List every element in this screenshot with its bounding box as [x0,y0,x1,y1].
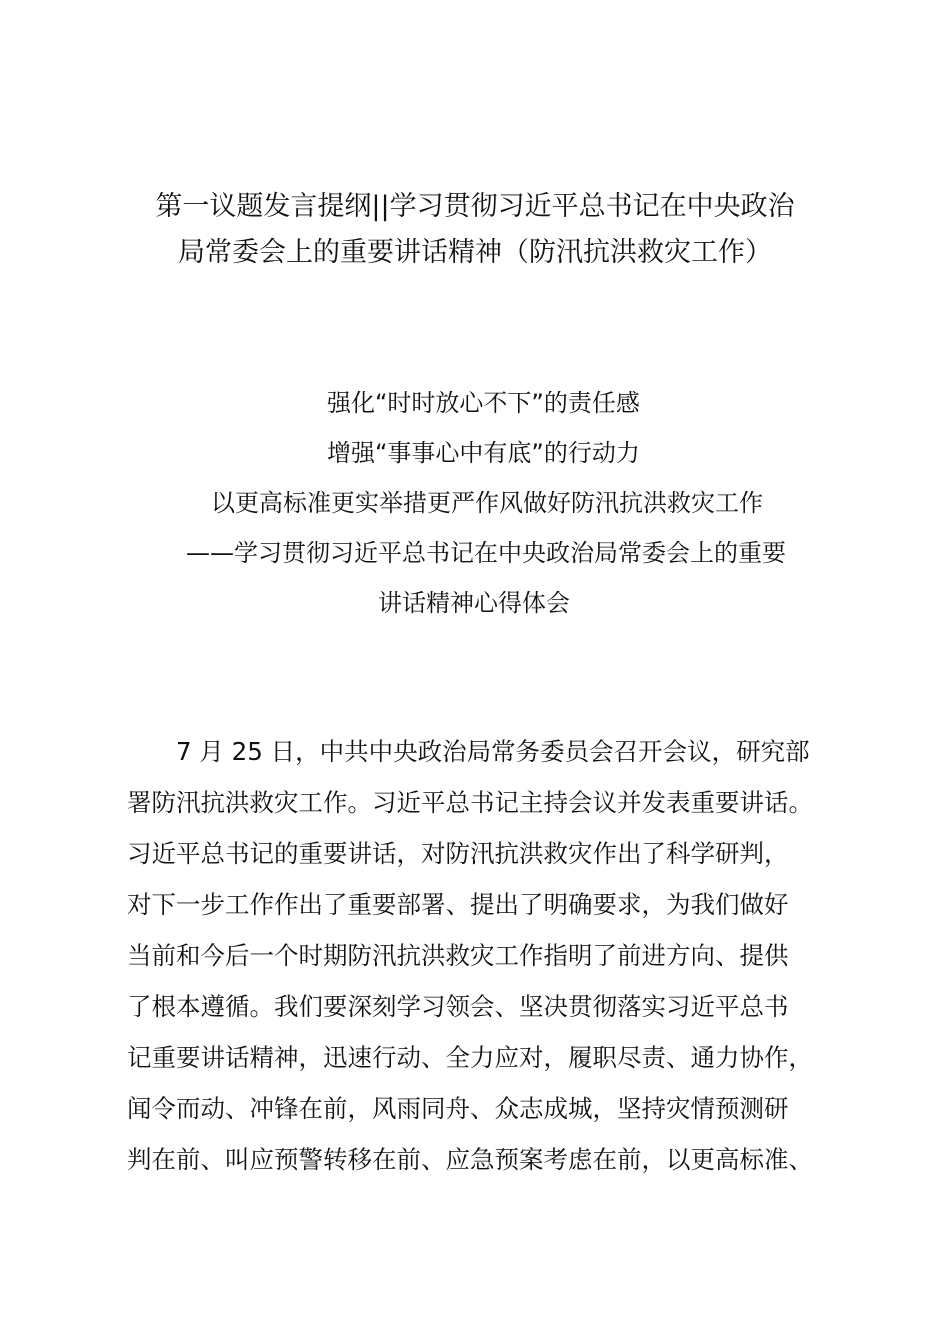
body-line: 对下一步工作作出了重要部署、提出了明确要求，为我们做好 [127,890,789,919]
subtitle-line-2: 增强“事事心中有底”的行动力 [327,439,640,467]
subtitle-line-4: ——学习贯彻习近平总书记在中央政治局常委会上的重要 [186,539,786,567]
title-line-2: 局常委会上的重要讲话精神（防汛抗洪救灾工作） [178,237,772,268]
body-line: 署防汛抗洪救灾工作。习近平总书记主持会议并发表重要讲话。 [127,788,813,817]
document-title [0,184,950,276]
body-line: 记重要讲话精神，迅速行动、全力应对，履职尽责、通力协作， [127,1043,813,1072]
body-line: 了根本遵循。我们要深刻学习领会、坚决贯彻落实习近平总书 [127,992,789,1021]
title-line-1: 第一议题发言提纲||学习贯彻习近平总书记在中央政治 [155,191,795,222]
body-line: 习近平总书记的重要讲话，对防汛抗洪救灾作出了科学研判， [127,839,789,868]
body-line: 7 月 25 日，中共中央政治局常务委员会召开会议，研究部 [176,737,810,766]
body-paragraph [127,726,847,1185]
subtitle-line-1: 强化“时时放心不下”的责任感 [327,389,640,417]
body-line: 判在前、叫应预警转移在前、应急预案考虑在前，以更高标准、 [127,1145,813,1174]
body-line: 闻令而动、冲锋在前，风雨同舟、众志成城，坚持灾情预测研 [127,1094,789,1123]
subtitle-line-3: 以更高标准更实举措更严作风做好防汛抗洪救灾工作 [211,489,763,517]
body-line: 当前和今后一个时期防汛抗洪救灾工作指明了前进方向、提供 [127,941,789,970]
subtitle-line-5: 讲话精神心得体会 [378,589,570,617]
